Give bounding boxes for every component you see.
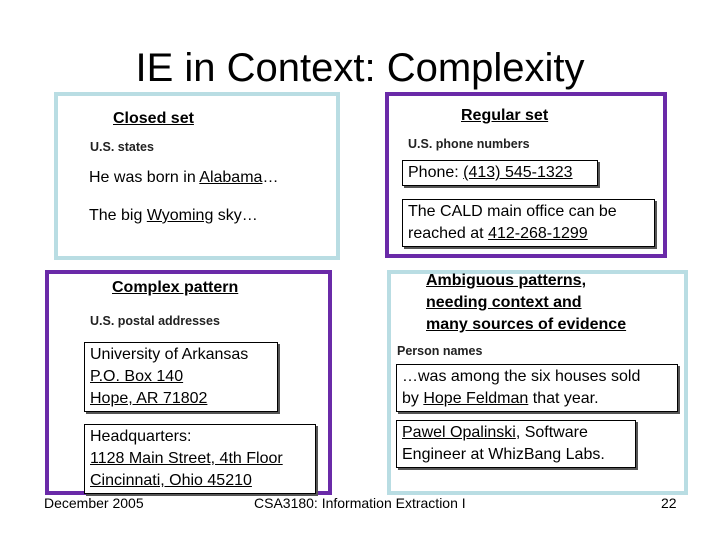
entity-highlight: Pawel Opalinski	[402, 424, 516, 441]
entity-highlight: P.O. Box 140	[90, 368, 184, 385]
example-text: …was among the six houses sold	[402, 368, 641, 385]
example-text: The big	[89, 207, 147, 224]
closed-set-subheading: U.S. states	[90, 140, 154, 154]
footer-course: CSA3180: Information Extraction I	[254, 495, 466, 511]
example-text: reached at	[408, 225, 489, 242]
regular-set-example-1	[402, 160, 598, 186]
ambiguous-example-2	[396, 420, 636, 468]
example-text: He was born in	[89, 169, 200, 186]
example-text: Headquarters:	[90, 428, 192, 445]
closed-set-example-2	[84, 204, 263, 228]
entity-highlight: Wyoming	[146, 207, 214, 224]
regular-set-heading: Regular set	[461, 107, 549, 124]
example-text: sky…	[213, 207, 258, 224]
example-text: The CALD main office can be	[408, 203, 617, 220]
complex-pattern-example-1	[84, 342, 278, 412]
regular-set-example-2	[402, 199, 655, 247]
entity-highlight: Hope, AR 71802	[90, 390, 208, 407]
ambiguous-heading	[426, 270, 626, 336]
complex-pattern-example-2	[84, 424, 316, 494]
footer-date: December 2005	[44, 495, 144, 511]
complex-pattern-subheading: U.S. postal addresses	[90, 314, 220, 328]
complex-pattern-heading: Complex pattern	[112, 279, 239, 296]
entity-highlight: Alabama	[199, 169, 263, 186]
example-text: …	[262, 169, 279, 186]
example-text: Phone:	[408, 164, 464, 181]
ambiguous-heading-line: many sources of evidence	[426, 316, 627, 333]
closed-set-example-1	[84, 166, 283, 190]
entity-highlight: 1128 Main Street, 4th Floor	[90, 450, 283, 467]
entity-highlight: (413) 545-1323	[463, 164, 573, 181]
slide-title: IE in Context: Complexity	[135, 46, 585, 90]
regular-set-subheading: U.S. phone numbers	[408, 137, 530, 151]
example-text: that year.	[528, 390, 599, 407]
example-text: University of Arkansas	[90, 346, 249, 363]
entity-highlight: Cincinnati, Ohio 45210	[90, 472, 252, 489]
example-text: Engineer at WhizBang Labs.	[402, 446, 605, 463]
entity-highlight: 412-268-1299	[488, 225, 588, 242]
example-text: by	[402, 390, 424, 407]
ambiguous-example-1	[396, 364, 678, 412]
closed-set-heading: Closed set	[113, 110, 194, 127]
ambiguous-heading-line: Ambiguous patterns,	[426, 272, 587, 289]
footer-page-number: 22	[661, 495, 677, 511]
example-text: , Software	[515, 424, 588, 441]
entity-highlight: Hope Feldman	[423, 390, 529, 407]
ambiguous-subheading: Person names	[397, 344, 483, 358]
ambiguous-heading-line: needing context and	[426, 294, 582, 311]
